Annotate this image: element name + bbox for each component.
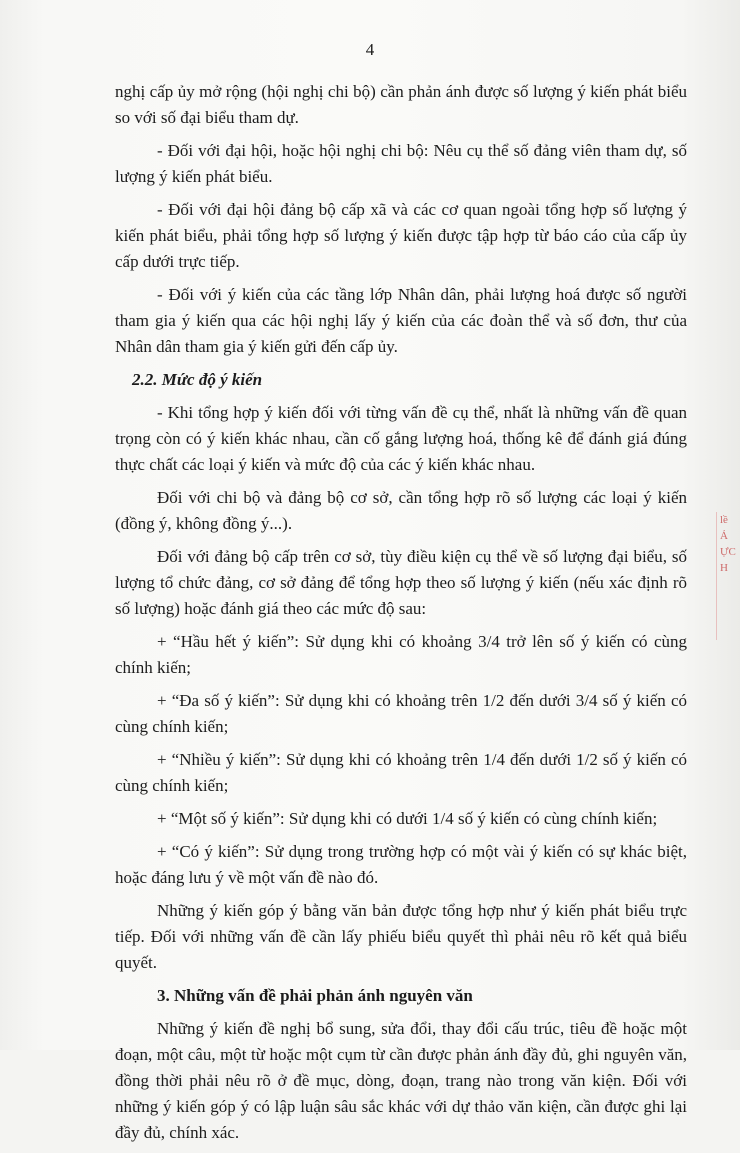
list-item: + “Một số ý kiến”: Sử dụng khi có dưới 1/4 số ý kiến có cùng chính kiến;: [157, 809, 658, 828]
paragraph: - Đối với ý kiến của các tầng lớp Nhân dân, phải lượng hoá được số người tham gia ý kiến qua các hội nghị lấy ý kiến của các đoàn thể và số đơn, thư của Nhân dân tham gia ý kiến gửi đến cấp ủy.: [115, 285, 687, 356]
paragraph: Đối với chi bộ và đảng bộ cơ sở, cần tổng hợp rõ số lượng các loại ý kiến (đồng ý, không đồng ý...).: [115, 488, 687, 533]
section-heading: 3. Những vấn đề phải phản ánh nguyên văn: [157, 986, 473, 1005]
paragraph: - Khi tổng hợp ý kiến đối với từng vấn đề cụ thể, nhất là những vấn đề quan trọng còn có ý kiến khác nhau, cần cố gắng lượng hoá, thống kê để đánh giá đúng thực chất các loại ý kiến và mức độ của các ý kiến khác nhau.: [115, 403, 687, 474]
paragraph: nghị cấp ủy mở rộng (hội nghị chi bộ) cần phản ánh được số lượng ý kiến phát biểu so với số đại biểu tham dự.: [115, 82, 687, 127]
stamp-fragment: lề: [720, 514, 728, 526]
paragraph: - Đối với đại hội đảng bộ cấp xã và các cơ quan ngoài tổng hợp số lượng ý kiến phát biểu, phải tổng hợp số lượng ý kiến được tập hợp từ báo cáo của cấp ủy cấp dưới trực tiếp.: [115, 200, 687, 271]
subsection-heading: 2.2. Mức độ ý kiến: [132, 370, 263, 389]
stamp-fragment: Ả: [720, 530, 728, 542]
document-body: [115, 79, 687, 1153]
paragraph: - Đối với đại hội, hoặc hội nghị chi bộ: Nêu cụ thể số đảng viên tham dự, số lượng ý kiến phát biểu.: [115, 141, 687, 186]
list-item: + “Có ý kiến”: Sử dụng trong trường hợp có một vài ý kiến có sự khác biệt, hoặc đáng lưu ý về một vấn đề nào đó.: [115, 842, 687, 887]
list-item: + “Hầu hết ý kiến”: Sử dụng khi có khoảng 3/4 trở lên số ý kiến có cùng chính kiến;: [115, 632, 687, 677]
stamp-fragment: H: [720, 562, 728, 574]
partial-stamp: [716, 512, 739, 640]
paragraph: Những ý kiến đề nghị bổ sung, sửa đổi, thay đổi cấu trúc, tiêu đề hoặc một đoạn, một câu, một từ hoặc một cụm từ cần được phản ánh đầy đủ, ghi nguyên văn, đồng thời phải nêu rõ ở đề mục, dòng, đoạn, trang nào trong văn kiện. Đối với những ý kiến góp ý có lập luận sâu sắc khác với dự thảo văn kiện, cần được ghi lại đầy đủ, chính xác.: [115, 1019, 687, 1142]
page-number: 4: [365, 40, 375, 59]
list-item: + “Đa số ý kiến”: Sử dụng khi có khoảng trên 1/2 đến dưới 3/4 số ý kiến có cùng chính kiến;: [115, 691, 687, 736]
stamp-fragment: ỰC: [720, 546, 736, 558]
paragraph: Đối với đảng bộ cấp trên cơ sở, tùy điều kiện cụ thể về số lượng đại biểu, số lượng tổ chức đảng, cơ sở đảng để tổng hợp theo số lượng ý kiến (nếu xác định rõ số lượng) hoặc đánh giá theo các mức độ sau:: [115, 547, 687, 618]
list-item: + “Nhiều ý kiến”: Sử dụng khi có khoảng trên 1/4 đến dưới 1/2 số ý kiến có cùng chính kiến;: [115, 750, 687, 795]
paragraph: Những ý kiến góp ý bằng văn bản được tổng hợp như ý kiến phát biểu trực tiếp. Đối với những vấn đề cần lấy phiếu biểu quyết thì phải nêu rõ kết quả biểu quyết.: [115, 901, 687, 972]
